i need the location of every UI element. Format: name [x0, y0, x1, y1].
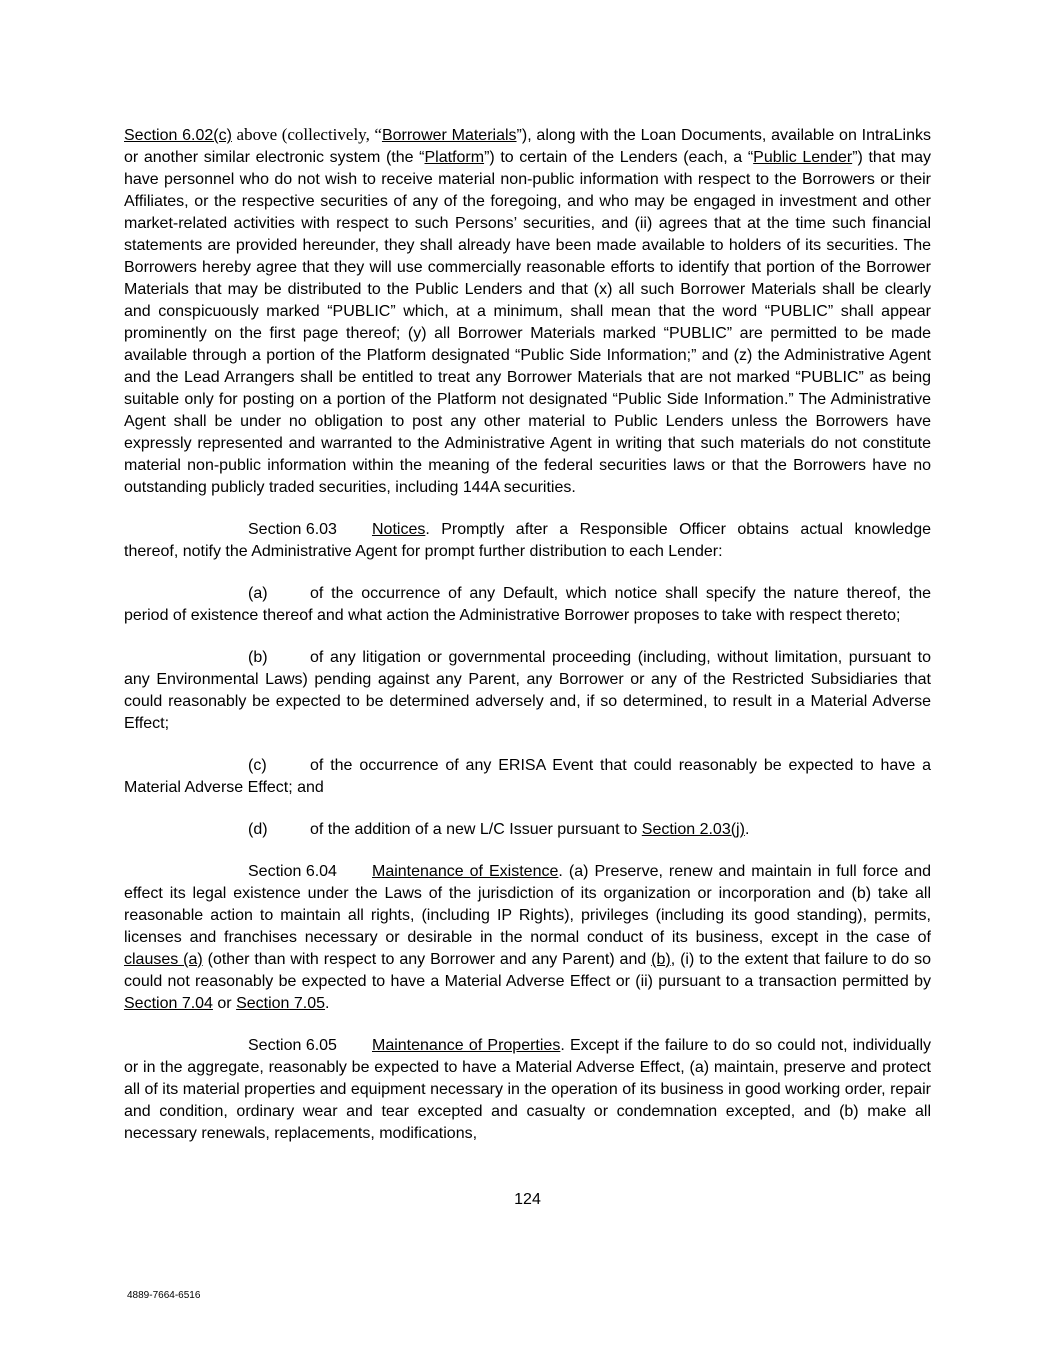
- clause-d: (d) of the addition of a new L/C Issuer pursuant to Section 2.03(j).: [124, 819, 931, 841]
- section-6-02c-reference: Section 6.02(c): [124, 127, 232, 144]
- section-7-05-reference: Section 7.05: [236, 995, 326, 1012]
- section-7-04-reference: Section 7.04: [124, 995, 213, 1012]
- section-6-04-maintenance-of-existence: Section 6.04 Maintenance of Existence. (a) Preserve, renew and maintain in full force and effect its legal existence under the Laws of the jurisdiction of its organization or incorporation and (b) take all reasonable action to maintain all rights, (including IP Rights), privileges (including its good standing), permits, licenses and franchises necessary or desirable in the normal conduct of its business, except in the case of clauses (a) (other than with respect to any Borrower and any Parent) and (b), (i) to the extent that failure to do so could not reasonably be expected to have a Material Adverse Effect or (ii) pursuant to a transaction permitted by Section 7.04 or Section 7.05.: [124, 863, 932, 1012]
- section-6-05-maintenance-of-properties: Section 6.05 Maintenance of Properties. Except if the failure to do so could not, individually or in the aggregate, reasonably be expected to have a Material Adverse Effect, (a) maintain, preserve and protect all of its material properties and equipment necessary in the operation of its business in good working order, repair and condition, ordinary wear and tear excepted and casualty or condemnation excepted, and (b) make all necessary renewals, replacements, modifications,: [124, 1037, 932, 1142]
- clause-b: (b) of any litigation or governmental proceeding (including, without limitation, pursuant to any Environmental Laws) pending against any Parent, any Borrower or any of the Restricted Subsidiaries that could reasonably be expected to be determined adversely and, if so determined, to result in a Material Adverse Effect;: [124, 649, 931, 732]
- section-number: Section 6.04: [248, 863, 337, 880]
- section-title: Notices: [372, 521, 426, 538]
- clause-label: (b): [248, 649, 268, 666]
- section-title: Maintenance of Properties: [372, 1037, 561, 1054]
- document-body: [124, 124, 931, 1145]
- clause-c: (c) of the occurrence of any ERISA Event that could reasonably be expected to have a Material Adverse Effect; and: [124, 757, 931, 796]
- section-6-03-notices: Section 6.03 Notices. Promptly after a Responsible Officer obtains actual knowledge thereof, notify the Administrative Agent for prompt further distribution to each Lender:: [124, 521, 931, 560]
- page-number: 124: [514, 1191, 541, 1208]
- defined-term-public-lender: Public Lender: [753, 149, 853, 166]
- document-id: 4889-7664-6516: [127, 1290, 201, 1301]
- clause-b-reference: (b): [651, 951, 671, 968]
- clause-label: (a): [248, 585, 268, 602]
- section-2-03j-reference: Section 2.03(j): [641, 821, 745, 838]
- clause-label: (c): [248, 757, 267, 774]
- clause-label: (d): [248, 821, 268, 838]
- section-title: Maintenance of Existence: [372, 863, 559, 880]
- defined-term-platform: Platform: [424, 149, 485, 166]
- defined-term-borrower-materials: Borrower Materials: [381, 127, 517, 144]
- paragraph-borrower-materials: Section 6.02(c) above (collectively, “Borrower Materials”), along with the Loan Documents, available on IntraLinks or another similar electronic system (the “Platform”) to certain of the Lenders (each, a “Public Lender”) that may have personnel who do not wish to receive material non-public information with respect to the Borrowers or their Affiliates, or the respective securities of any of the foregoing, and who may be engaged in investment and other market-related activities with respect to such Persons’ securities, and (ii) agrees that at the time such financial statements are provided hereunder, they shall already have been made available to holders of its securities. The Borrowers hereby agree that they will use commercially reasonable efforts to identify that portion of the Borrower Materials that may be distributed to the Public Lenders and that (x) all such Borrower Materials shall be clearly and conspicuously marked “PUBLIC” which, at a minimum, shall mean that the word “PUBLIC” shall appear prominently on the first page thereof; (y) all Borrower Materials marked “PUBLIC” are permitted to be made available through a portion of the Platform designated “Public Side Information;” and (z) the Administrative Agent and the Lead Arrangers shall be entitled to treat any Borrower Materials that are not marked “PUBLIC” as being suitable only for posting on a portion of the Platform not designated “Public Side Information.” The Administrative Agent shall be under no obligation to post any other material to Public Lenders unless the Borrowers have expressly represented and warranted to the Administrative Agent in writing that such materials do not constitute material non-public information within the meaning of the federal securities laws or that the Borrowers have no outstanding publicly traded securities, including 144A securities.: [124, 125, 931, 496]
- clauses-a-reference: clauses (a): [124, 951, 203, 968]
- clause-a: (a) of the occurrence of any Default, which notice shall specify the nature thereof, the period of existence thereof and what action the Administrative Borrower proposes to take with respect thereto;: [124, 585, 931, 624]
- section-number: Section 6.03: [248, 521, 337, 538]
- section-number: Section 6.05: [248, 1037, 337, 1054]
